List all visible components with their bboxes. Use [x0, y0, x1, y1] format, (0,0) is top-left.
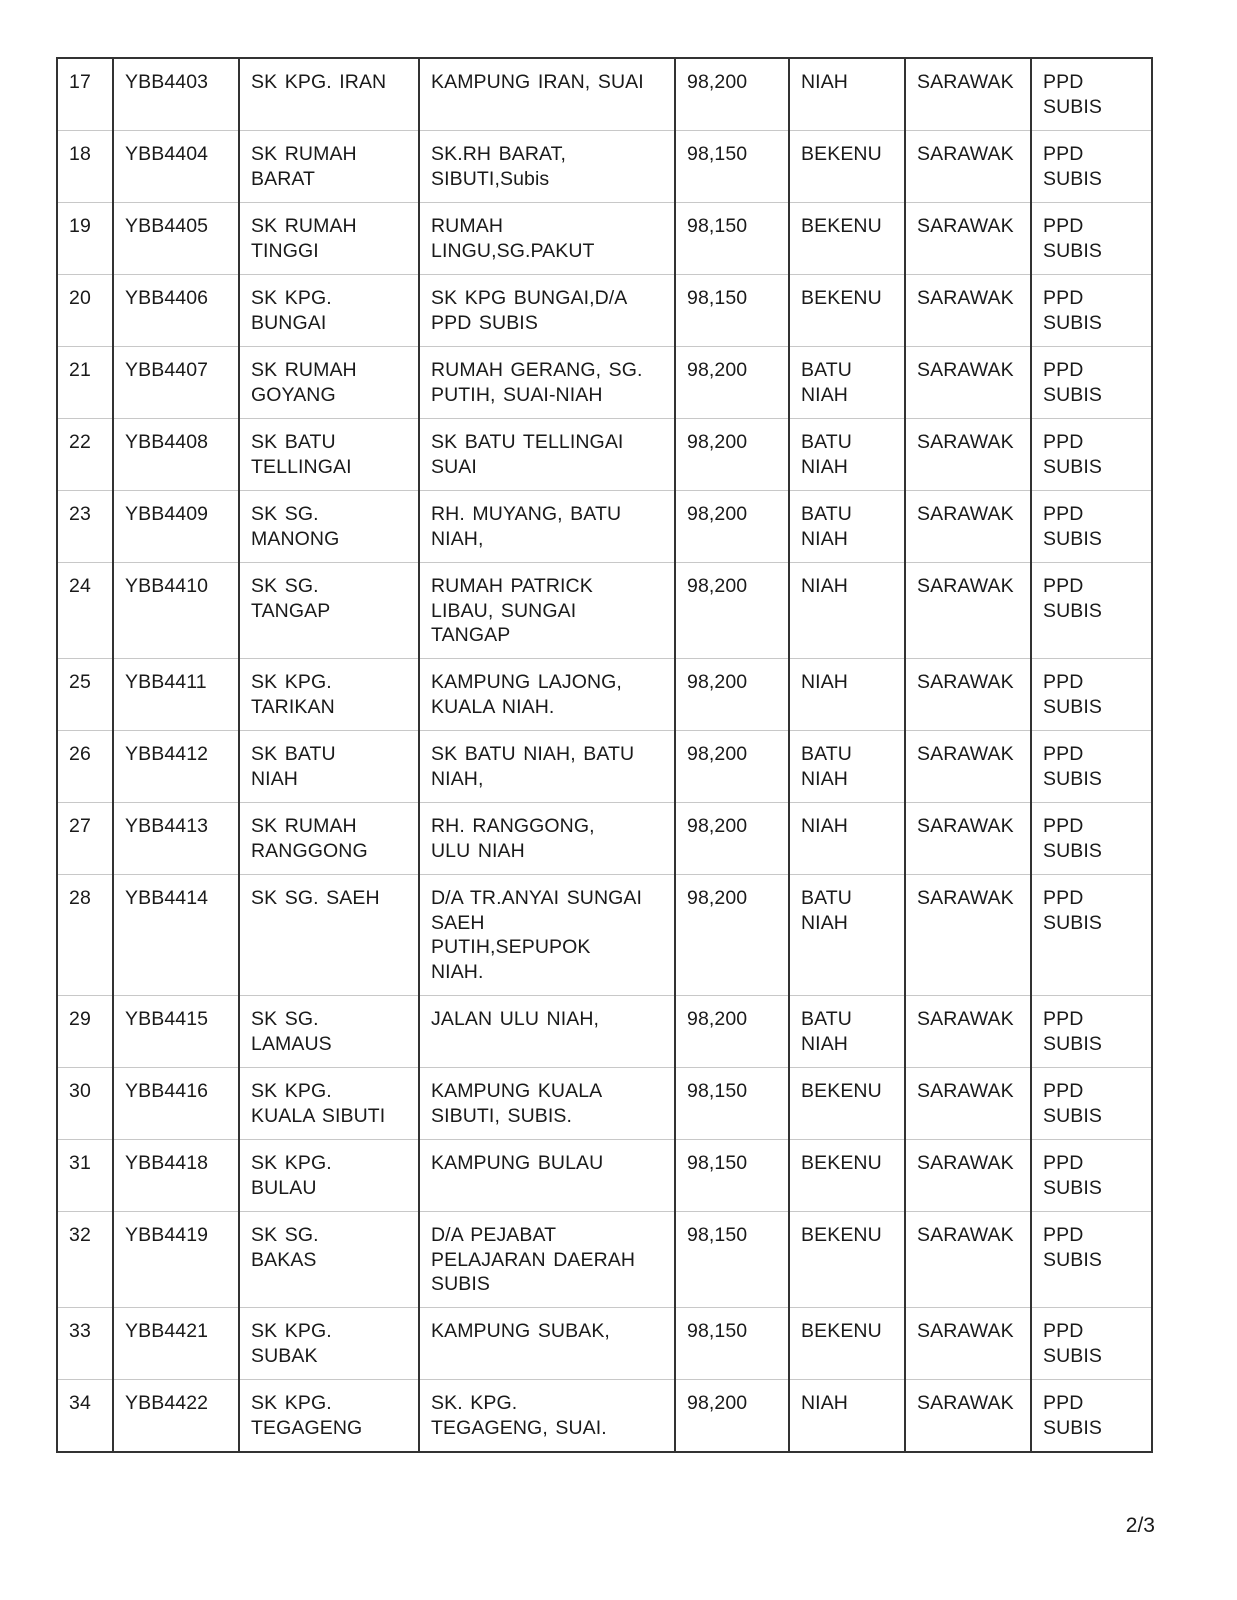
cell-school-name: SK RUMAH TINGGI [239, 203, 419, 275]
cell-code: YBB4411 [113, 659, 239, 731]
cell-code: YBB4408 [113, 419, 239, 491]
cell-school-name: SK SG. SAEH [239, 875, 419, 996]
cell-city: BATU NIAH [789, 347, 905, 419]
cell-state: SARAWAK [905, 803, 1031, 875]
cell-state: SARAWAK [905, 1380, 1031, 1453]
table-row [57, 563, 1152, 659]
cell-city: BATU NIAH [789, 996, 905, 1068]
cell-address: D/A TR.ANYAI SUNGAI SAEH PUTIH,SEPUPOK NIAH. [419, 875, 675, 996]
cell-no: 29 [57, 996, 113, 1068]
cell-ppd: PPD SUBIS [1031, 1068, 1152, 1140]
cell-city: BEKENU [789, 1212, 905, 1308]
cell-address: SK KPG BUNGAI,D/A PPD SUBIS [419, 275, 675, 347]
cell-city: BEKENU [789, 1308, 905, 1380]
cell-no: 23 [57, 491, 113, 563]
cell-state: SARAWAK [905, 347, 1031, 419]
cell-address: KAMPUNG LAJONG, KUALA NIAH. [419, 659, 675, 731]
cell-address: RUMAH LINGU,SG.PAKUT [419, 203, 675, 275]
cell-code: YBB4419 [113, 1212, 239, 1308]
cell-address: SK BATU TELLINGAI SUAI [419, 419, 675, 491]
cell-no: 31 [57, 1140, 113, 1212]
cell-no: 25 [57, 659, 113, 731]
cell-code: YBB4415 [113, 996, 239, 1068]
cell-city: BEKENU [789, 275, 905, 347]
cell-state: SARAWAK [905, 1068, 1031, 1140]
cell-city: BATU NIAH [789, 875, 905, 996]
cell-school-name: SK SG. TANGAP [239, 563, 419, 659]
cell-no: 19 [57, 203, 113, 275]
cell-address: RUMAH GERANG, SG. PUTIH, SUAI-NIAH [419, 347, 675, 419]
cell-postcode: 98,150 [675, 1308, 789, 1380]
cell-ppd: PPD SUBIS [1031, 419, 1152, 491]
cell-state: SARAWAK [905, 875, 1031, 996]
cell-ppd: PPD SUBIS [1031, 275, 1152, 347]
cell-no: 32 [57, 1212, 113, 1308]
cell-school-name: SK KPG. BUNGAI [239, 275, 419, 347]
cell-school-name: SK SG. MANONG [239, 491, 419, 563]
cell-address: D/A PEJABAT PELAJARAN DAERAH SUBIS [419, 1212, 675, 1308]
cell-ppd: PPD SUBIS [1031, 1140, 1152, 1212]
cell-postcode: 98,200 [675, 347, 789, 419]
cell-ppd: PPD SUBIS [1031, 491, 1152, 563]
cell-city: BEKENU [789, 1140, 905, 1212]
table-row [57, 1140, 1152, 1212]
cell-postcode: 98,200 [675, 803, 789, 875]
cell-postcode: 98,200 [675, 875, 789, 996]
table-row [57, 419, 1152, 491]
cell-code: YBB4405 [113, 203, 239, 275]
cell-postcode: 98,150 [675, 1068, 789, 1140]
table-row [57, 275, 1152, 347]
cell-code: YBB4407 [113, 347, 239, 419]
table-row [57, 803, 1152, 875]
cell-postcode: 98,200 [675, 1380, 789, 1453]
cell-state: SARAWAK [905, 563, 1031, 659]
cell-ppd: PPD SUBIS [1031, 58, 1152, 131]
cell-school-name: SK RUMAH RANGGONG [239, 803, 419, 875]
cell-state: SARAWAK [905, 1212, 1031, 1308]
cell-school-name: SK KPG. BULAU [239, 1140, 419, 1212]
cell-code: YBB4412 [113, 731, 239, 803]
cell-school-name: SK RUMAH BARAT [239, 131, 419, 203]
table-row [57, 491, 1152, 563]
cell-state: SARAWAK [905, 1308, 1031, 1380]
cell-address: RH. MUYANG, BATU NIAH, [419, 491, 675, 563]
cell-address: SK. KPG. TEGAGENG, SUAI. [419, 1380, 675, 1453]
cell-school-name: SK KPG. TEGAGENG [239, 1380, 419, 1453]
cell-school-name: SK BATU TELLINGAI [239, 419, 419, 491]
cell-ppd: PPD SUBIS [1031, 1212, 1152, 1308]
table-row [57, 1212, 1152, 1308]
cell-address: RH. RANGGONG, ULU NIAH [419, 803, 675, 875]
cell-school-name: SK RUMAH GOYANG [239, 347, 419, 419]
cell-school-name: SK KPG. SUBAK [239, 1308, 419, 1380]
cell-school-name: SK SG. BAKAS [239, 1212, 419, 1308]
cell-ppd: PPD SUBIS [1031, 563, 1152, 659]
cell-code: YBB4403 [113, 58, 239, 131]
cell-city: NIAH [789, 58, 905, 131]
cell-state: SARAWAK [905, 203, 1031, 275]
cell-school-name: SK BATU NIAH [239, 731, 419, 803]
cell-postcode: 98,150 [675, 1212, 789, 1308]
cell-ppd: PPD SUBIS [1031, 1380, 1152, 1453]
cell-address: KAMPUNG IRAN, SUAI [419, 58, 675, 131]
cell-city: BATU NIAH [789, 731, 905, 803]
cell-code: YBB4410 [113, 563, 239, 659]
cell-city: BATU NIAH [789, 419, 905, 491]
cell-state: SARAWAK [905, 58, 1031, 131]
cell-postcode: 98,150 [675, 275, 789, 347]
cell-postcode: 98,150 [675, 203, 789, 275]
cell-code: YBB4414 [113, 875, 239, 996]
cell-state: SARAWAK [905, 275, 1031, 347]
cell-no: 30 [57, 1068, 113, 1140]
cell-code: YBB4418 [113, 1140, 239, 1212]
table-row [57, 659, 1152, 731]
table-row [57, 203, 1152, 275]
cell-city: BEKENU [789, 1068, 905, 1140]
cell-ppd: PPD SUBIS [1031, 203, 1152, 275]
cell-state: SARAWAK [905, 731, 1031, 803]
cell-ppd: PPD SUBIS [1031, 131, 1152, 203]
cell-no: 34 [57, 1380, 113, 1453]
cell-postcode: 98,200 [675, 996, 789, 1068]
cell-postcode: 98,200 [675, 58, 789, 131]
cell-ppd: PPD SUBIS [1031, 996, 1152, 1068]
cell-ppd: PPD SUBIS [1031, 659, 1152, 731]
cell-city: NIAH [789, 563, 905, 659]
cell-code: YBB4404 [113, 131, 239, 203]
cell-no: 28 [57, 875, 113, 996]
table-row [57, 996, 1152, 1068]
cell-ppd: PPD SUBIS [1031, 1308, 1152, 1380]
cell-no: 17 [57, 58, 113, 131]
cell-ppd: PPD SUBIS [1031, 347, 1152, 419]
cell-code: YBB4421 [113, 1308, 239, 1380]
cell-postcode: 98,200 [675, 731, 789, 803]
table-row [57, 1380, 1152, 1453]
table-row [57, 875, 1152, 996]
cell-address: JALAN ULU NIAH, [419, 996, 675, 1068]
cell-address: KAMPUNG BULAU [419, 1140, 675, 1212]
cell-address: RUMAH PATRICK LIBAU, SUNGAI TANGAP [419, 563, 675, 659]
cell-state: SARAWAK [905, 659, 1031, 731]
cell-postcode: 98,200 [675, 419, 789, 491]
cell-no: 33 [57, 1308, 113, 1380]
cell-code: YBB4409 [113, 491, 239, 563]
cell-city: NIAH [789, 1380, 905, 1453]
cell-ppd: PPD SUBIS [1031, 731, 1152, 803]
table-row [57, 131, 1152, 203]
cell-ppd: PPD SUBIS [1031, 803, 1152, 875]
cell-no: 22 [57, 419, 113, 491]
schools-table [56, 57, 1153, 1453]
cell-code: YBB4422 [113, 1380, 239, 1453]
cell-city: NIAH [789, 659, 905, 731]
cell-state: SARAWAK [905, 1140, 1031, 1212]
cell-city: NIAH [789, 803, 905, 875]
cell-no: 27 [57, 803, 113, 875]
cell-postcode: 98,200 [675, 491, 789, 563]
cell-state: SARAWAK [905, 996, 1031, 1068]
page-number: 2/3 [1125, 1514, 1155, 1537]
table-row [57, 58, 1152, 131]
cell-ppd: PPD SUBIS [1031, 875, 1152, 996]
cell-city: BATU NIAH [789, 491, 905, 563]
table-row [57, 1068, 1152, 1140]
cell-state: SARAWAK [905, 491, 1031, 563]
cell-school-name: SK KPG. TARIKAN [239, 659, 419, 731]
cell-code: YBB4406 [113, 275, 239, 347]
cell-no: 24 [57, 563, 113, 659]
table-row [57, 731, 1152, 803]
cell-state: SARAWAK [905, 419, 1031, 491]
cell-address: KAMPUNG KUALA SIBUTI, SUBIS. [419, 1068, 675, 1140]
table-row [57, 1308, 1152, 1380]
cell-postcode: 98,150 [675, 131, 789, 203]
cell-state: SARAWAK [905, 131, 1031, 203]
cell-postcode: 98,200 [675, 659, 789, 731]
cell-postcode: 98,150 [675, 1140, 789, 1212]
cell-city: BEKENU [789, 203, 905, 275]
cell-city: BEKENU [789, 131, 905, 203]
cell-no: 21 [57, 347, 113, 419]
cell-address: SK.RH BARAT, SIBUTI,Subis [419, 131, 675, 203]
cell-address: KAMPUNG SUBAK, [419, 1308, 675, 1380]
cell-school-name: SK KPG. IRAN [239, 58, 419, 131]
cell-postcode: 98,200 [675, 563, 789, 659]
cell-code: YBB4413 [113, 803, 239, 875]
cell-no: 26 [57, 731, 113, 803]
cell-address: SK BATU NIAH, BATU NIAH, [419, 731, 675, 803]
cell-code: YBB4416 [113, 1068, 239, 1140]
cell-school-name: SK KPG. KUALA SIBUTI [239, 1068, 419, 1140]
cell-school-name: SK SG. LAMAUS [239, 996, 419, 1068]
table-row [57, 347, 1152, 419]
cell-no: 20 [57, 275, 113, 347]
cell-no: 18 [57, 131, 113, 203]
